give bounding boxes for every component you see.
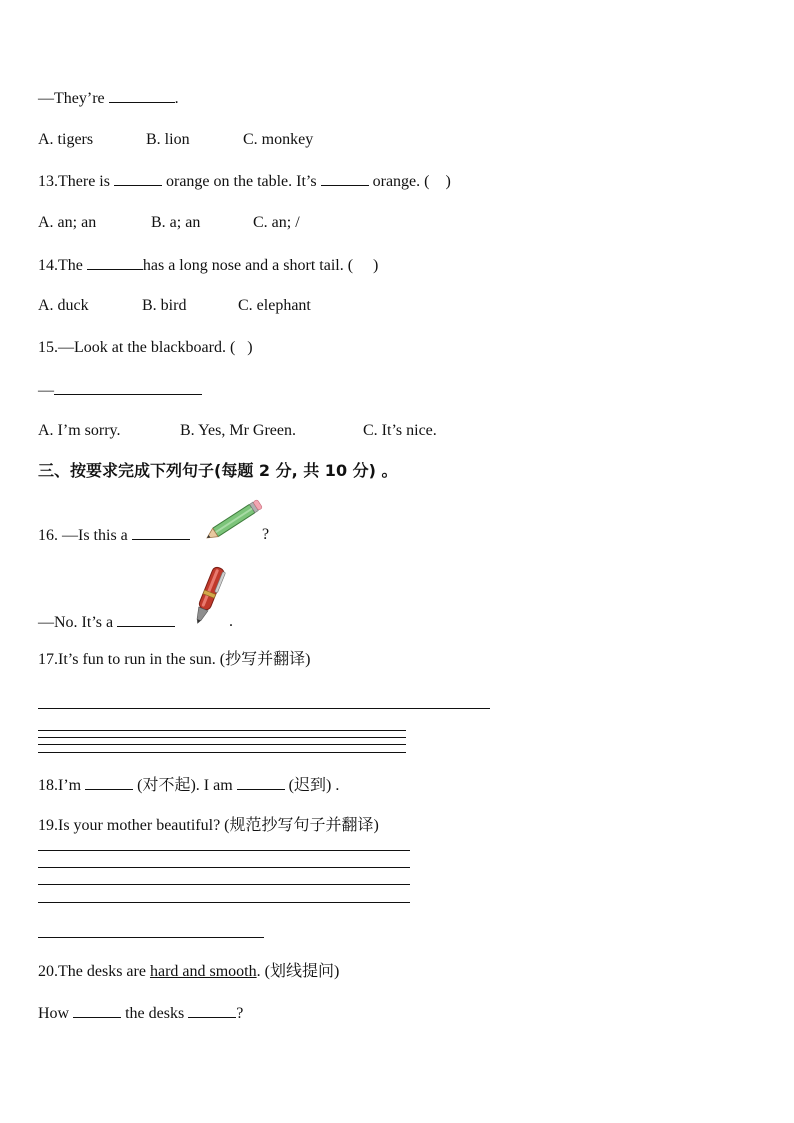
q13-blank-1[interactable] (114, 171, 162, 186)
q15-option-a[interactable]: A. I’m sorry. (38, 422, 121, 439)
q20-question (38, 962, 339, 982)
section-heading: 三、按要求完成下列句子(每题 2 分, 共 10 分) 。 (38, 461, 398, 480)
q20-answer-text-1: How (38, 1005, 70, 1022)
q14-option-a[interactable]: A. duck (38, 297, 89, 314)
q12-dash: — (38, 90, 54, 107)
q15-option-c[interactable]: C. It’s nice. (363, 422, 437, 439)
q16-answer-text: —No. It’s a (38, 614, 114, 631)
q17-writing-line-5[interactable] (38, 752, 406, 753)
q20-blank-1[interactable] (73, 1003, 121, 1018)
q13-option-a[interactable]: A. an; an (38, 214, 97, 231)
q14-number: 14. (38, 257, 58, 274)
q20-blank-2[interactable] (188, 1003, 236, 1018)
q13-number: 13. (38, 173, 58, 190)
q12-option-b[interactable]: B. lion (146, 131, 190, 148)
q18-number: 18. (38, 777, 58, 794)
q14-options (38, 296, 311, 316)
q18-text-2: (对不起). I am (137, 777, 233, 794)
q12-option-c[interactable]: C. monkey (243, 131, 314, 148)
q17-number: 17. (38, 651, 58, 668)
q20-number: 20. (38, 963, 58, 980)
q14-blank[interactable] (87, 255, 143, 270)
q16-text-1: —Is this a (62, 527, 128, 544)
q18-question (38, 775, 339, 796)
q19-number: 19. (38, 817, 58, 834)
q19-question (38, 816, 379, 836)
q12-answer-line (38, 88, 179, 109)
q15-answer-dash: — (38, 382, 54, 399)
q17-writing-line-2[interactable] (38, 730, 406, 731)
q15-option-b[interactable]: B. Yes, Mr Green. (180, 422, 296, 439)
q17-writing-line-3[interactable] (38, 737, 406, 738)
q15-answer-line (38, 380, 202, 401)
q14-text-2: has a long nose and a short tail. ( (142, 257, 354, 274)
q17-text: It’s fun to run in the sun. (抄写并翻译) (58, 651, 311, 668)
q17-writing-line-1[interactable] (38, 708, 490, 709)
q14-question (38, 255, 378, 276)
q19-text: Is your mother beautiful? (规范抄写句子并翻译) (58, 817, 379, 834)
q19-writing-line-4[interactable] (38, 902, 410, 903)
q14-text-1: The (58, 257, 83, 274)
q18-blank-2[interactable] (237, 775, 285, 790)
q15-question (38, 338, 253, 358)
q12-option-a[interactable]: A. tigers (38, 131, 94, 148)
q20-answer-text-3: ? (236, 1005, 244, 1022)
q19-writing-line-1[interactable] (38, 850, 410, 851)
q13-options (38, 213, 300, 233)
q20-text-1: The desks are (58, 963, 146, 980)
q13-text-3: orange. ( (372, 173, 430, 190)
q14-option-c[interactable]: C. elephant (238, 297, 311, 314)
q13-blank-2[interactable] (321, 171, 369, 186)
q13-option-c[interactable]: C. an; / (253, 214, 300, 231)
q20-answer-line (38, 1003, 243, 1024)
q14-paren-close: ) (373, 257, 379, 274)
q13-paren-close: ) (445, 173, 451, 190)
q15-paren-close: ) (247, 339, 253, 356)
q14-option-b[interactable]: B. bird (142, 297, 187, 314)
q19-writing-line-3[interactable] (38, 884, 410, 885)
q16-question (38, 525, 190, 546)
q20-text-2: . (划线提问) (256, 963, 340, 980)
q19-writing-line-2[interactable] (38, 867, 410, 868)
q12-answer-end: . (174, 90, 179, 107)
q15-answer-blank[interactable] (54, 380, 202, 395)
q16-number: 16. (38, 527, 58, 544)
q17-question (38, 650, 310, 670)
q16-blank-2[interactable] (117, 612, 175, 627)
q16-answer-line (38, 612, 175, 633)
q15-number: 15. (38, 339, 58, 356)
q18-blank-1[interactable] (85, 775, 133, 790)
q17-writing-line-4[interactable] (38, 744, 406, 745)
q16-question-mark: ? (262, 526, 270, 543)
q13-text-1: There is (58, 173, 110, 190)
q13-option-b[interactable]: B. a; an (151, 214, 201, 231)
q15-options (38, 421, 437, 441)
q20-underlined-phrase: hard and smooth (149, 963, 257, 980)
q12-options (38, 130, 313, 150)
pencil-image (200, 498, 266, 544)
q18-text-1: I’m (58, 777, 82, 794)
q16-answer-end: . (229, 613, 233, 630)
q19-translation-line[interactable] (38, 937, 264, 938)
pen-image (186, 562, 232, 628)
q20-answer-text-2: the desks (125, 1005, 185, 1022)
q13-question (38, 171, 451, 192)
q16-blank-1[interactable] (132, 525, 190, 540)
q12-answer-text: They’re (54, 90, 105, 107)
q18-text-3: (迟到) . (288, 777, 340, 794)
q13-text-2: orange on the table. It’s (165, 173, 317, 190)
q12-answer-blank[interactable] (109, 88, 175, 103)
q15-text: —Look at the blackboard. ( (58, 339, 236, 356)
